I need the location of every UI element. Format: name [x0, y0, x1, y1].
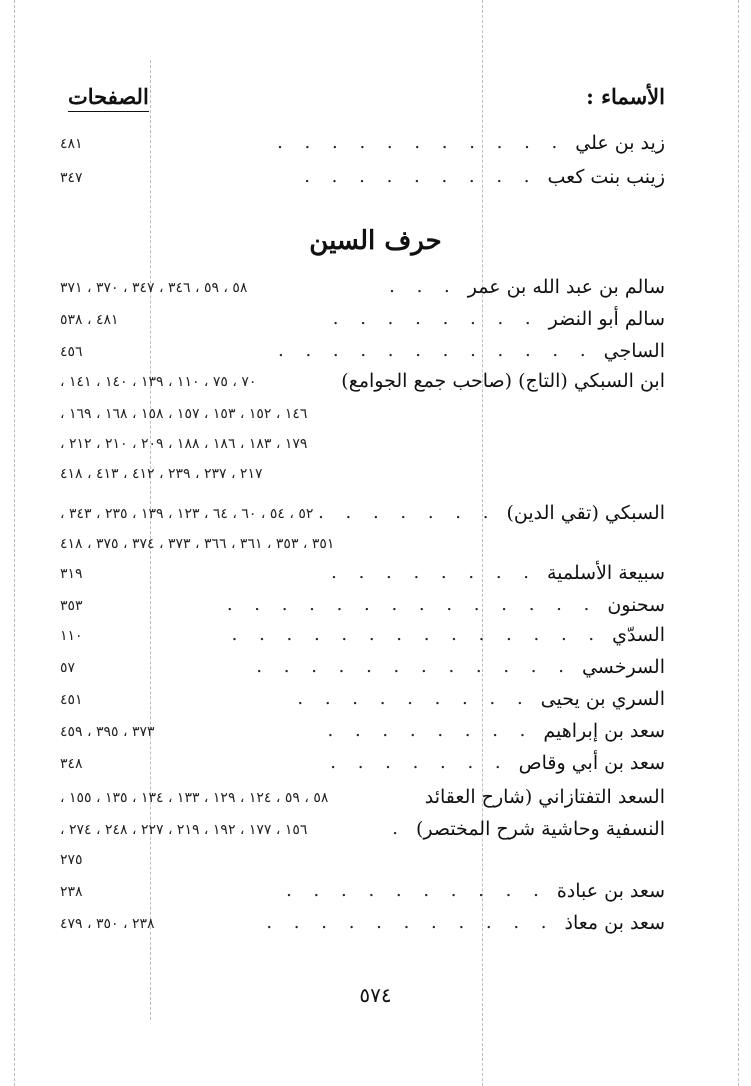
pages-column-header: الصفحات [68, 84, 149, 112]
entry-name: سعد بن أبي وقاص [518, 752, 665, 774]
dot-leader: . . . . . . . . . . [286, 880, 547, 901]
index-entry [60, 402, 665, 432]
dot-leader: . . . . . . . . . . . [277, 132, 566, 153]
entry-name: زيد بن علي [575, 132, 665, 154]
entry-pages: ٤٨١ [60, 136, 83, 152]
page-number: ٥٧٤ [359, 983, 392, 1007]
dot-leader: . . . . . . . . . . . . . . [226, 594, 598, 615]
entry-pages: ٣٥١ ، ٣٥٣ ، ٣٦١ ، ٣٦٦ ، ٣٧٣ ، ٣٧٤ ، ٣٧٥ ، ٤١٨ [60, 536, 335, 552]
index-entry [60, 720, 665, 750]
entry-name: السري بن يحيى [540, 688, 665, 710]
entry-pages: ٣٧٣ ، ٣٩٥ ، ٤٥٩ [60, 724, 155, 740]
entry-name: سعد بن عبادة [556, 880, 665, 902]
scan-fold-line [14, 0, 15, 1086]
dot-leader: . . . . . . . . . . . . . . [231, 624, 603, 645]
entry-pages: ٣٥٣ [60, 598, 83, 614]
index-entry [60, 132, 665, 162]
index-entry [60, 462, 665, 492]
scan-fold-line [738, 0, 739, 1086]
entry-pages: ٢٣٨ [60, 884, 83, 900]
dot-leader: . . . . . . . . . . . . [256, 656, 572, 677]
names-column-header: الأسماء : [586, 84, 665, 109]
index-entry [60, 370, 665, 400]
dot-leader: . . . . . . . . . [304, 166, 538, 187]
entry-name: السدّي [612, 624, 665, 646]
entry-name: سحنون [607, 594, 665, 616]
index-entry [60, 340, 665, 370]
entry-pages: ٧٠ ، ٧٥ ، ١١٠ ، ١٣٩ ، ١٤٠ ، ١٤١ ، [60, 374, 257, 390]
dot-leader: . . . . . . . [330, 752, 509, 773]
entry-name: سالم أبو النضر [548, 308, 665, 330]
dot-leader: . . . . . . . [318, 502, 497, 523]
index-entry [60, 786, 665, 816]
entry-pages: ٣٤٧ [60, 170, 83, 186]
entry-name: السبكي (تقي الدين) [506, 502, 665, 524]
entry-name: السرخسي [581, 656, 665, 678]
dot-leader: . . . . . . . . [332, 308, 539, 329]
entry-name: سعد بن معاذ [564, 912, 665, 934]
index-entry [60, 276, 665, 306]
index-entry [60, 166, 665, 196]
entry-pages: ٥٧ [60, 660, 76, 676]
index-entry [60, 432, 665, 462]
entry-pages: ٥٨ ، ٥٩ ، ٣٤٦ ، ٣٤٧ ، ٣٧٠ ، ٣٧١ [60, 280, 248, 296]
entry-pages: ٣٤٨ [60, 756, 83, 772]
entry-pages: ١١٠ [60, 628, 83, 644]
index-entry [60, 656, 665, 686]
dot-leader: . . . . . . . . [331, 562, 537, 583]
index-entry [60, 562, 665, 592]
entry-pages: ٤٥٦ [60, 344, 83, 360]
entry-name: سبيعة الأسلمية [546, 562, 665, 584]
entry-name: سالم بن عبد الله بن عمر [467, 276, 665, 298]
dot-leader: . . . [389, 276, 458, 297]
entry-pages: ١٧٩ ، ١٨٣ ، ١٨٦ ، ١٨٨ ، ٢٠٩ ، ٢١٠ ، ٢١٢ ، [60, 436, 308, 452]
entry-pages: ٤٨١ ، ٥٣٨ [60, 312, 119, 328]
entry-pages: ٢١٧ ، ٢٣٧ ، ٢٣٩ ، ٤١٢ ، ٤١٣ ، ٤١٨ [60, 466, 263, 482]
entry-pages: ٥٨ ، ٥٩ ، ١٢٤ ، ١٢٩ ، ١٣٣ ، ١٣٤ ، ١٣٥ ، ١٥٥ ، [60, 790, 329, 806]
entry-name: سعد بن إبراهيم [543, 720, 665, 742]
index-entry [60, 912, 665, 942]
entry-name: زينب بنت كعب [547, 166, 665, 188]
entry-name: الساجي [603, 340, 665, 362]
index-entry [60, 624, 665, 654]
index-entry [60, 818, 665, 848]
dot-leader: . . . . . . . . . . . . [278, 340, 594, 361]
index-entry [60, 532, 665, 562]
dot-leader: . [392, 818, 406, 839]
index-entry [60, 752, 665, 782]
entry-pages: ٢٣٨ ، ٣٥٠ ، ٤٧٩ [60, 916, 155, 932]
entry-pages: ١٥٦ ، ١٧٧ ، ١٩٢ ، ٢١٩ ، ٢٢٧ ، ٢٤٨ ، ٢٧٤ ، [60, 822, 308, 838]
dot-leader: . . . . . . . . . [297, 688, 531, 709]
entry-pages: ٣١٩ [60, 566, 83, 582]
entry-pages: ١٤٦ ، ١٥٢ ، ١٥٣ ، ١٥٧ ، ١٥٨ ، ١٦٨ ، ١٦٩ ، [60, 406, 308, 422]
dot-leader: . . . . . . . . [327, 720, 534, 741]
index-entry [60, 594, 665, 624]
section-title: حرف السين [309, 226, 442, 256]
entry-pages: ٤٥١ [60, 692, 83, 708]
dot-leader: . . . . . . . . . . . [266, 912, 555, 933]
entry-pages: ٢٧٥ [60, 852, 83, 868]
index-entry [60, 308, 665, 338]
entry-pages: ٥٢ ، ٥٤ ، ٦٠ ، ٦٤ ، ١٢٣ ، ١٣٩ ، ٢٣٥ ، ٣٤٣ ، [60, 506, 314, 522]
index-entry [60, 848, 665, 878]
entry-name: النسفية وحاشية شرح المختصر) [415, 818, 665, 840]
entry-name: السعد التفتازاني (شارح العقائد [424, 786, 665, 808]
index-entry [60, 502, 665, 532]
index-entry [60, 880, 665, 910]
entry-name: ابن السبكي (التاج) (صاحب جمع الجوامع) [341, 370, 665, 392]
index-entry [60, 688, 665, 718]
